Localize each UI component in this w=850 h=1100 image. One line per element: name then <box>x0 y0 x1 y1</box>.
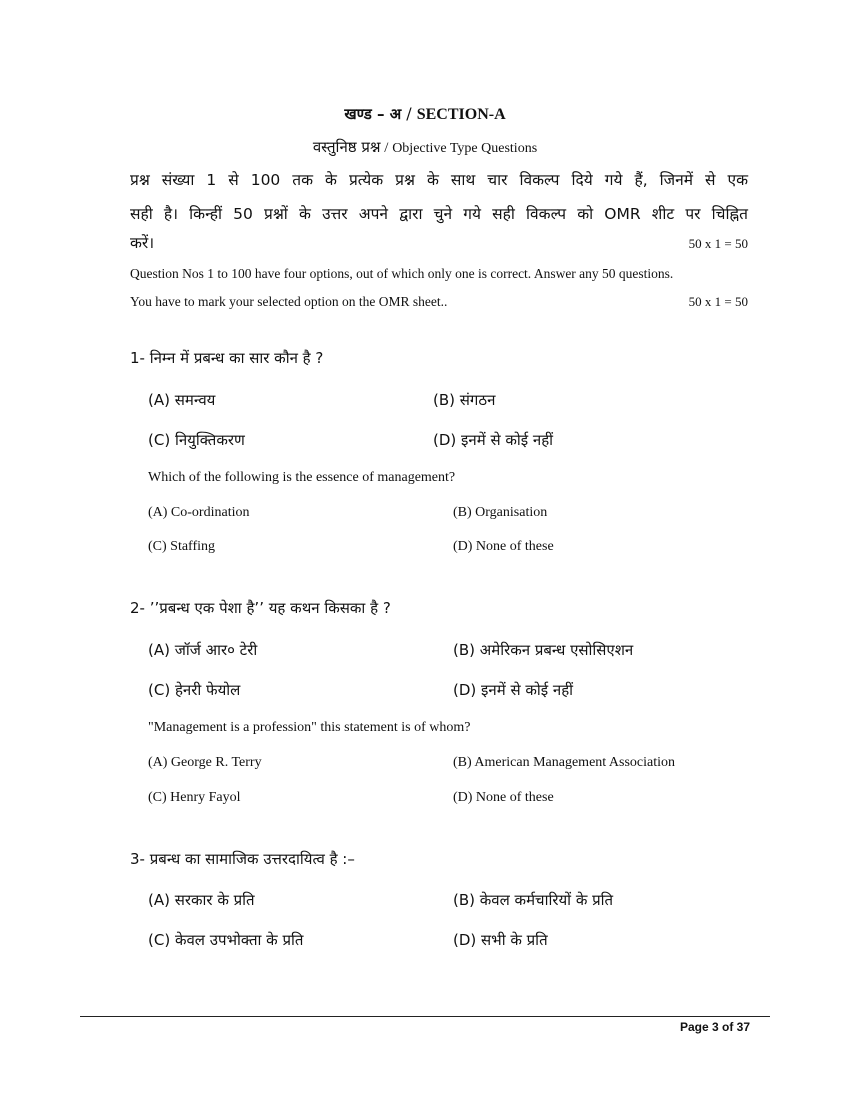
q2-english-option-a: (A) George R. Terry <box>148 755 262 770</box>
q1-hindi-option-d: (D) इनमें से कोई नहीं <box>433 431 554 449</box>
instructions-english-line-2: You have to mark your selected option on the OMR sheet.. <box>130 294 448 309</box>
q1-english-option-b: (B) Organisation <box>453 505 548 520</box>
q3-hindi-option-c: (C) केवल उपभोक्ता के प्रति <box>148 931 304 949</box>
section-title-separator: / <box>401 104 417 123</box>
question-1-hindi: 1- निम्न में प्रबन्ध का सार कौन है ? <box>130 349 324 367</box>
q1-hindi-option-c: (C) नियुक्तिकरण <box>148 431 245 449</box>
section-subtitle-english: Objective Type Questions <box>392 141 538 156</box>
question-2-english: "Management is a profession" this statement is of whom? <box>148 720 471 735</box>
question-2-hindi: 2- ’’प्रबन्ध एक पेशा है’’ यह कथन किसका है ? <box>130 599 391 617</box>
page-number: Page 3 of 37 <box>679 1020 750 1034</box>
instructions-hindi-line-2: सही है। किन्हीं 50 प्रश्नों के उत्तर अपने द्वारा चुने गये सही विकल्प को OMR शीट पर चिह्नित <box>130 205 748 223</box>
q3-hindi-option-d: (D) सभी के प्रति <box>453 931 548 949</box>
q1-english-option-d: (D) None of these <box>453 539 554 554</box>
q3-hindi-option-a: (A) सरकार के प्रति <box>148 891 255 909</box>
instructions-hindi-marks: 50 x 1 = 50 <box>688 236 748 251</box>
q1-english-option-c: (C) Staffing <box>148 539 216 554</box>
q2-hindi-option-b: (B) अमेरिकन प्रबन्ध एसोसिएशन <box>453 641 634 659</box>
instructions-hindi-line-1: प्रश्न संख्या 1 से 100 तक के प्रत्येक प्रश्न के साथ चार विकल्प दिये गये हैं, जिनमें से एक <box>130 171 748 189</box>
section-subtitle <box>0 137 850 157</box>
q2-english-option-d: (D) None of these <box>453 790 554 805</box>
q2-hindi-option-a: (A) जॉर्ज आर० टेरी <box>148 641 258 659</box>
section-title-english: SECTION-A <box>416 106 506 123</box>
q2-english-option-b: (B) American Management Association <box>453 755 675 770</box>
instructions-hindi-line-3: करें। <box>130 234 155 252</box>
instructions-english-marks: 50 x 1 = 50 <box>688 294 748 309</box>
section-subtitle-hindi: वस्तुनिष्ठ प्रश्न <box>312 138 381 156</box>
q1-hindi-option-a: (A) समन्वय <box>148 391 216 409</box>
q3-hindi-option-b: (B) केवल कर्मचारियों के प्रति <box>453 891 614 909</box>
section-title-hindi: खण्ड – अ <box>344 105 402 123</box>
section-title <box>0 104 850 124</box>
q2-english-option-c: (C) Henry Fayol <box>148 790 241 805</box>
section-subtitle-separator: / <box>380 140 393 156</box>
footer-divider <box>80 1016 770 1017</box>
question-3-hindi: 3- प्रबन्ध का सामाजिक उत्तरदायित्व है :– <box>130 850 355 868</box>
q1-hindi-option-b: (B) संगठन <box>433 391 496 409</box>
q2-hindi-option-d: (D) इनमें से कोई नहीं <box>453 681 574 699</box>
question-1-english: Which of the following is the essence of management? <box>148 470 456 485</box>
q1-english-option-a: (A) Co-ordination <box>148 505 250 520</box>
instructions-english-line-1: Question Nos 1 to 100 have four options, out of which only one is correct. Answer any 50 questions. <box>130 266 674 281</box>
q2-hindi-option-c: (C) हेनरी फेयोल <box>148 681 241 699</box>
